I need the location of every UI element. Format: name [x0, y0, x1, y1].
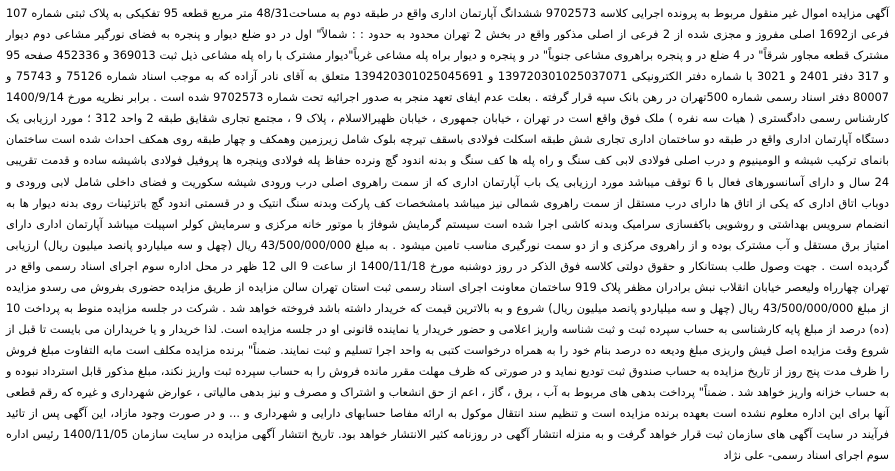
auction-notice-text: آگهی مزایده اموال غیر منقول مربوط به پرونده اجرایی کلاسه 9702573 ششدانگ آپارتمان اداری واقع در طبقه دوم به مساحت48/31 متر مربع قطعه 95 تفکیکی به پلاک ثبتی شماره 107 فرعی از1692 اصلی مفروز و مجزی شده از 2 فرعی از اصلی مذکور واقع در بخش 2 تهران محدود به حدود : : شمالاً" اول در دو ضلع دیوار و پنجره به فضای نورگیر مشاعی دوم دیوار مشترک قطعه مجاور شرقاً" در 4 ضلع در و پنجره براهروی مشاعی جنوباً" در و پنجره و دیوار براه پله مشاعی غرباً"دیوار مشترک با راه پله مشاعی ذیل ثبت 369013 و 452336 صفحه 95 و 317 دفتر 2401 و 3021 با شماره دفتر الکترونیکی 139720301025037071 و 139420301025045691 متعلق به آقای نادر آزاده که به موجب اسناد شماره 75126 و 75743 و 80007 دفتر اسناد رسمی شماره 500تهران در رهن بانک سپه قرار گرفته . بعلت عدم ایفای تعهد منجر به صدور اجرائیه تحت شماره 9702573 شده است . برابر نظریه مورخ 1400/9/14 کارشناس رسمی دادگستری ( هیات سه نفره ) ملک فوق واقع است در تهران ، خیابان جمهوری ، خیابان ظهیرالاسلام ، پلاک 9 ، مجتمع تجاری شقایق طبقه 2 واحد 312 ؛ مورد ارزیابی یک دستگاه آپارتمان اداری واقع در طبقه دو ساختمان اداری تجاری شش طبقه اسکلت فولادی باسقف تیرچه بلوک شامل زیرزمین وهمکف و چهار طبقه روی همکف احداث شده است ساختمان بانمای ترکیب شیشه و الومینیوم و درب اصلی فولادی لابی کف سنگ و راه پله ها کف سنگ و بدنه اندود گچ ونرده حفاظ پله فولادی وپنجره ها پروفیل فولادی باشیشه ساده و قدمت تقریبی 24 سال و دارای آسانسورهای فعال با 6 توقف میباشد مورد ارزیابی یک باب آپارتمان اداری که از سمت راهروی اصلی درب ورودی شیشه سکوریت و فضای داخلی شامل لابی ورودی و دوباب اتاق اداری که یکی از اتاق ها دارای درب مستقل از سمت راهروی شمالی نیز میباشد بامشخصات کف پارکت وبدنه سنگ انتیک و در قسمتی اندود گچ باتزئینات روی بدنه دیوار ها به انضمام سرویس بهداشتی و روشویی باکفسازی سرامیک وبدنه کاشی اجرا شده است سیستم گرمایش شوفاژ با موتور خانه مرکزی و سرمایش کولر اسپیلت میباشد آپارتمان اداری دارای امتیاز برق مستقل و آب مشترک بوده و از راهروی مرکزی و از دو سمت نورگیری مناسب تامین میشود . به مبلغ 43/500/000/000 ریال (چهل و سه میلیاردو پانصد میلیون ریال) ارزیابی گردیده است . جهت وصول طلب بستانکار و حقوق دولتی کلاسه فوق الذکر در روز دوشنبه مورخ 1400/11/18 از ساعت 9 الی 12 ظهر در محل اداره سوم اجرای اسناد رسمی واقع در تهران چهارراه ولیعصر خیابان انقلاب نبش برادران مظفر پلاک 919 ساختمان معاونت اجرای اسناد رسمی ثبت استان تهران سالن مزایده از طریق مزایده حضوری بفروش می رسدو مزایده از مبلغ 43/500/000/000 ریال (چهل و سه میلیاردو پانصد میلیون ریال) شروع و به بالاترین قیمت که خریدار داشته باشد فروخته خواهد شد . شرکت در جلسه مزایده منوط به پرداخت 10 (ده) درصد از مبلغ پایه کارشناسی به حساب سپرده ثبت و ثبت شناسه واریز اعلامی و حضور خریدار یا نماینده قانونی او در جلسه مزایده است. لذا خریدار و یا خریداران می بایست تا قبل از شروع وقت مزایده اصل فیش واریزی مبلغ ودیعه ده درصد بنام خود را به همراه درخواست کتبی به واحد اجرا تسلیم و ثبت نمایند. ضمناً" برنده مزایده مکلف است مابه التفاوت مبلغ فروش را ظرف مدت پنج روز از تاریخ مزایده به حساب صندوق ثبت تودیع نماید و در صورتی که ظرف مهلت مقرر مانده فروش را به حساب سپرده ثبت واریز نکند، مبلغ مذکور قابل استرداد نبوده و به حساب خزانه واریز خواهد شد . ضمناً" پرداخت بدهی های مربوط به آب ، برق ، گاز ، اعم از حق انشعاب و اشتراک و مصرف و نیز بدهی مالیاتی ، عوارض شهرداری و غیره که رقم قطعی آنها برای این اداره معلوم نشده است بعهده برنده مزایده است و تنظیم سند انتقال موکول به ارائه مفاصا حسابهای دارایی و شهرداری و ... و در صورت وجود مازاد، این آگهی پس از تائید فرآیند در سایت آگهی های سازمان ثبت قرار خواهد گرفت و به منزله انتشار آگهی در روزنامه کثیر الانتشار خواهد بود. تاریخ انتشار آگهی مزایده در سایت سازمان 1400/11/05 رئیس اداره سوم اجرای اسناد رسمی- علی نژاد — [0, 0, 895, 471]
